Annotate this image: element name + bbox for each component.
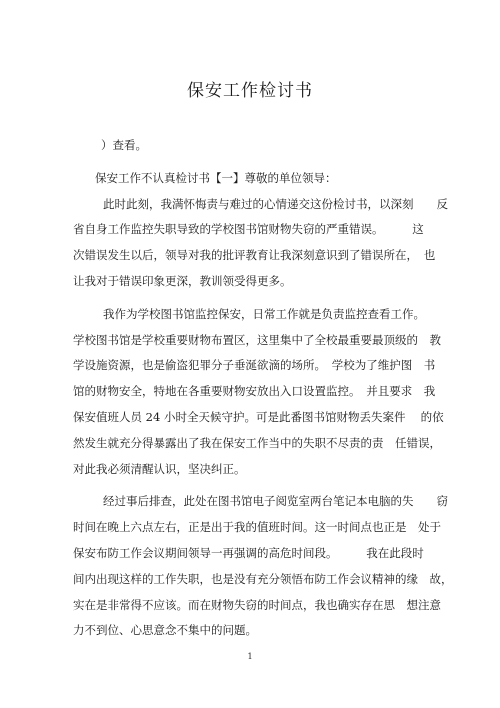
- text-line: 让我对于错误印象更深，教训领受得更多。: [73, 273, 292, 288]
- document-body: [73, 133, 453, 644]
- text-line: 然发生就充分得暴露出了我在保安工作当中的失职不尽责的责 任错误，: [73, 435, 441, 450]
- text-line: 我作为学校图书馆监控保安，日常工作就是负责监控查看工作。: [103, 306, 425, 321]
- text-line: 对此我必须清醒认识，坚决纠正。: [73, 461, 246, 476]
- text-line: 学校图书馆是学校重要财物布置区，这里集中了全校最重要最顶级的 教: [73, 332, 441, 347]
- text-line: 保安值班人员 24 小时全天候守护。可是此番图书馆财物丢失案件 的依: [73, 409, 444, 424]
- text-line: 保安工作不认真检讨书【一】尊敬的单位领导：: [95, 170, 337, 185]
- text-line: 保安布防工作会议期间领导一再强调的高危时间段。 我在此段时: [73, 545, 424, 560]
- text-line: 力不到位、心思意念不集中的问题。: [73, 623, 257, 638]
- text-line: 学设施资源，也是偷盗犯罪分子垂涎欲滴的场所。 学校为了维护图 书: [73, 358, 436, 373]
- text-line: 实在是非常得不应该。而在财物失窃的时间点，我也确实存在思 想注意: [73, 597, 441, 612]
- text-line: 经过事后排查，此处在图书馆电子阅览室两台笔记本电脑的失 窃: [103, 494, 448, 509]
- text-line: 间内出现这样的工作失职，也是没有充分领悟布防工作会议精神的缘 故，: [73, 571, 453, 586]
- text-line: ）查看。: [101, 138, 147, 152]
- text-line: 时间在晚上六点左右，正是出于我的值班时间。这一时间点也正是 处于: [73, 520, 441, 535]
- page-number: 1: [247, 652, 253, 661]
- text-line: 次错误发生以后，领导对我的批评教育让我深刻意识到了错误所在， 也: [73, 248, 436, 263]
- text-line: 此时此刻，我满怀悔责与难过的心情递交这份检讨书，以深刻 反: [103, 196, 448, 211]
- document-title: 保安工作检讨书: [187, 81, 313, 101]
- text-line: 馆的财物安全，特地在各重要财物安放出入口设置监控。 并且要求 我: [73, 384, 436, 399]
- text-line: 省自身工作监控失职导致的学校图书馆财物失窃的严重错误。 这: [73, 222, 424, 237]
